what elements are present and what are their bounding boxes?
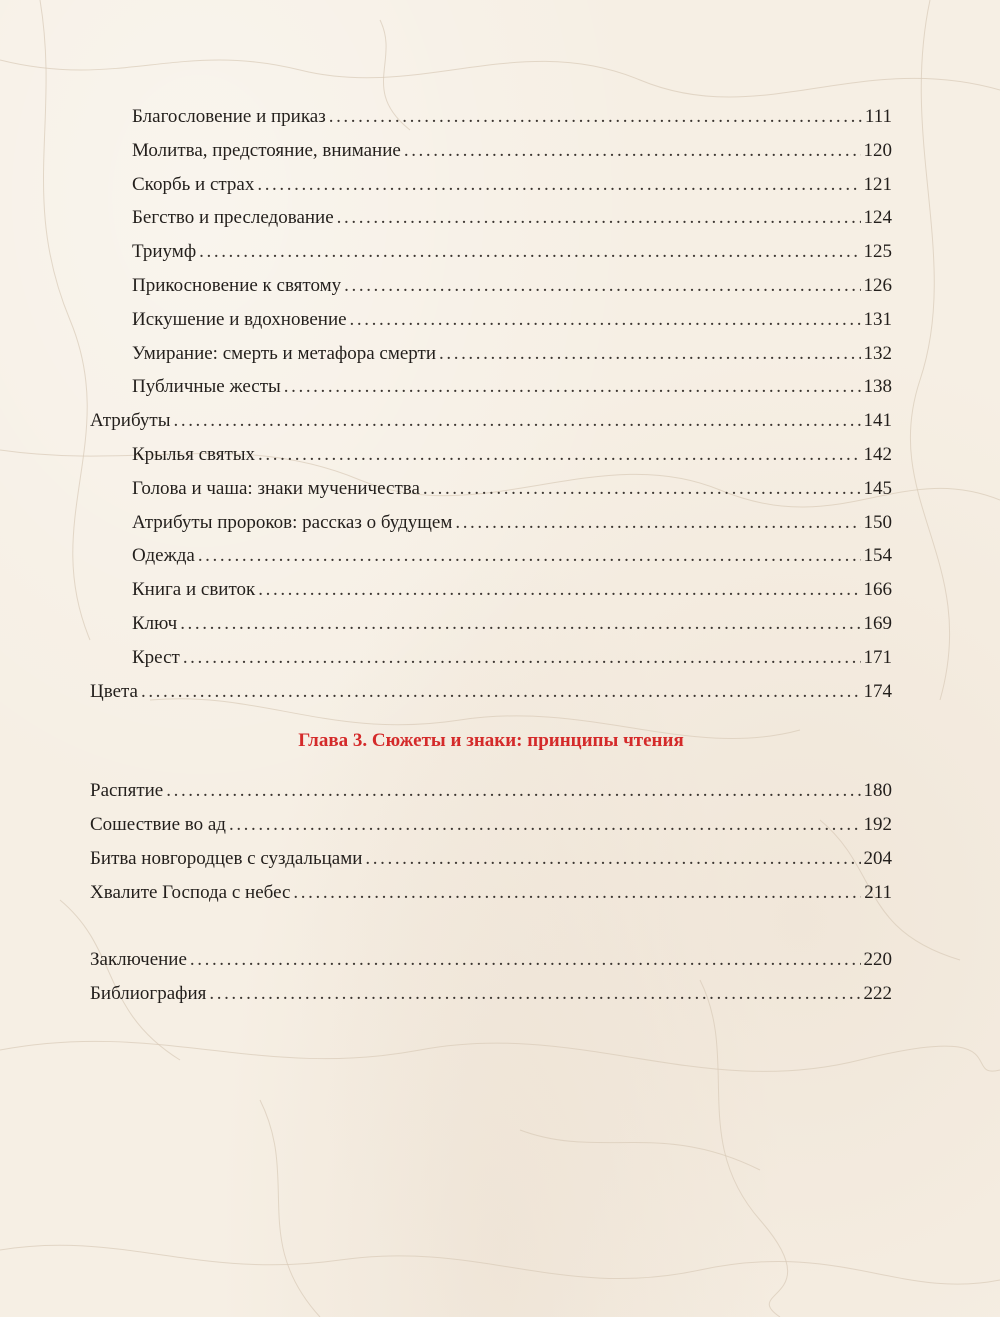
- toc-entry-title: Умирание: смерть и метафора смерти: [132, 342, 437, 364]
- toc-entry: [90, 641, 892, 675]
- toc-entry-page-number: 171: [863, 646, 892, 668]
- toc-entry-page-number: 111: [864, 106, 892, 127]
- toc-group-backmatter: [90, 943, 892, 1011]
- toc-entry-title: Распятие: [90, 780, 164, 802]
- toc-entry: [90, 675, 892, 709]
- toc-entry-page-number: 154: [863, 545, 892, 567]
- dot-leader: [199, 235, 860, 269]
- dot-leader: [439, 337, 860, 371]
- toc-entry: [90, 506, 892, 540]
- toc-entry-page-number: 150: [863, 511, 892, 533]
- dot-leader: [293, 876, 861, 910]
- toc-entry-page-number: 125: [863, 241, 892, 263]
- toc-entry-title: Молитва, предстояние, внимание: [132, 139, 401, 161]
- toc-entry-title: Цвета: [90, 680, 138, 702]
- dot-leader: [198, 539, 861, 573]
- toc-entry-title: Скорбь и страх: [132, 173, 255, 195]
- toc-entry-page-number: 180: [863, 780, 892, 802]
- section-spacer: [90, 910, 892, 944]
- toc-entry: [90, 269, 892, 303]
- dot-leader: [337, 201, 861, 235]
- toc-entry: [90, 943, 892, 977]
- toc-entry-title: Ключ: [132, 612, 178, 634]
- dot-leader: [180, 607, 860, 641]
- toc-entry: [90, 337, 892, 371]
- chapter-3-heading: Глава 3. Сюжеты и знаки: принципы чтения: [298, 730, 684, 752]
- toc-entry-title: Заключение: [90, 949, 187, 971]
- toc-entry-page-number: 120: [863, 139, 892, 161]
- toc-entry: [90, 774, 892, 808]
- toc-group-chapter3: [90, 774, 892, 909]
- toc-entry-title: Книга и свиток: [132, 579, 256, 601]
- toc-entry: [90, 607, 892, 641]
- toc-entry: [90, 303, 892, 337]
- toc-entry-title: Искушение и вдохновение: [132, 308, 347, 330]
- toc-entry-title: Атрибуты: [90, 410, 171, 432]
- toc-entry: [90, 472, 892, 506]
- dot-leader: [258, 438, 860, 472]
- dot-leader: [209, 977, 860, 1011]
- toc-entry: [90, 842, 892, 876]
- dot-leader: [166, 774, 860, 808]
- dot-leader: [404, 134, 861, 168]
- toc-entry-page-number: 222: [863, 983, 892, 1005]
- table-of-contents: [90, 100, 892, 1011]
- dot-leader: [365, 842, 860, 876]
- toc-entry-page-number: 145: [863, 477, 892, 499]
- toc-entry-title: Благословение и приказ: [132, 106, 326, 127]
- toc-entry-page-number: 211: [864, 881, 892, 903]
- toc-entry-page-number: 204: [863, 847, 892, 869]
- toc-entry-title: Бегство и преследование: [132, 207, 334, 229]
- toc-entry-page-number: 132: [863, 342, 892, 364]
- dot-leader: [329, 100, 862, 134]
- toc-entry-page-number: 220: [863, 949, 892, 971]
- dot-leader: [284, 370, 861, 404]
- dot-leader: [174, 404, 861, 438]
- toc-entry-page-number: 174: [863, 680, 892, 702]
- toc-entry: [90, 168, 892, 202]
- toc-entry-page-number: 166: [863, 579, 892, 601]
- toc-entry-page-number: 142: [863, 443, 892, 465]
- toc-entry: [90, 977, 892, 1011]
- toc-entry-page-number: 169: [863, 612, 892, 634]
- dot-leader: [344, 269, 860, 303]
- toc-entry-page-number: 192: [863, 814, 892, 836]
- dot-leader: [455, 506, 860, 540]
- toc-entry: [90, 808, 892, 842]
- toc-entry: [90, 100, 892, 134]
- toc-entry: [90, 573, 892, 607]
- toc-entry-page-number: 131: [863, 308, 892, 330]
- toc-entry-page-number: 121: [863, 173, 892, 195]
- toc-entry-title: Триумф: [132, 241, 197, 263]
- dot-leader: [258, 573, 860, 607]
- toc-entry-title: Крест: [132, 646, 180, 668]
- toc-entry-title: Крылья святых: [132, 443, 256, 465]
- toc-entry-title: Библиография: [90, 983, 207, 1005]
- dot-leader: [257, 168, 860, 202]
- toc-entry-page-number: 124: [863, 207, 892, 229]
- toc-entry: [90, 370, 892, 404]
- dot-leader: [190, 943, 861, 977]
- toc-entry-title: Сошествие во ад: [90, 814, 226, 836]
- toc-entry: [90, 539, 892, 573]
- dot-leader: [141, 675, 861, 709]
- toc-entry: [90, 438, 892, 472]
- toc-entry: [90, 404, 892, 438]
- dot-leader: [229, 808, 861, 842]
- toc-entry-page-number: 126: [863, 274, 892, 296]
- toc-entry: [90, 235, 892, 269]
- dot-leader: [350, 303, 861, 337]
- toc-entry-title: Прикосновение к святому: [132, 274, 342, 296]
- toc-entry-page-number: 141: [863, 410, 892, 432]
- dot-leader: [183, 641, 861, 675]
- toc-entry: [90, 876, 892, 910]
- dot-leader: [423, 472, 861, 506]
- toc-entry-title: Публичные жесты: [132, 376, 281, 398]
- toc-group-chapter2-continued: [90, 100, 892, 708]
- toc-entry-title: Битва новгородцев с суздальцами: [90, 847, 363, 869]
- toc-entry: [90, 201, 892, 235]
- toc-entry-title: Атрибуты пророков: рассказ о будущем: [132, 511, 453, 533]
- toc-entry-title: Хвалите Господа с небес: [90, 881, 291, 903]
- toc-entry-title: Голова и чаша: знаки мученичества: [132, 477, 420, 499]
- toc-entry: [90, 134, 892, 168]
- toc-entry-title: Одежда: [132, 545, 195, 567]
- toc-entry-page-number: 138: [863, 376, 892, 398]
